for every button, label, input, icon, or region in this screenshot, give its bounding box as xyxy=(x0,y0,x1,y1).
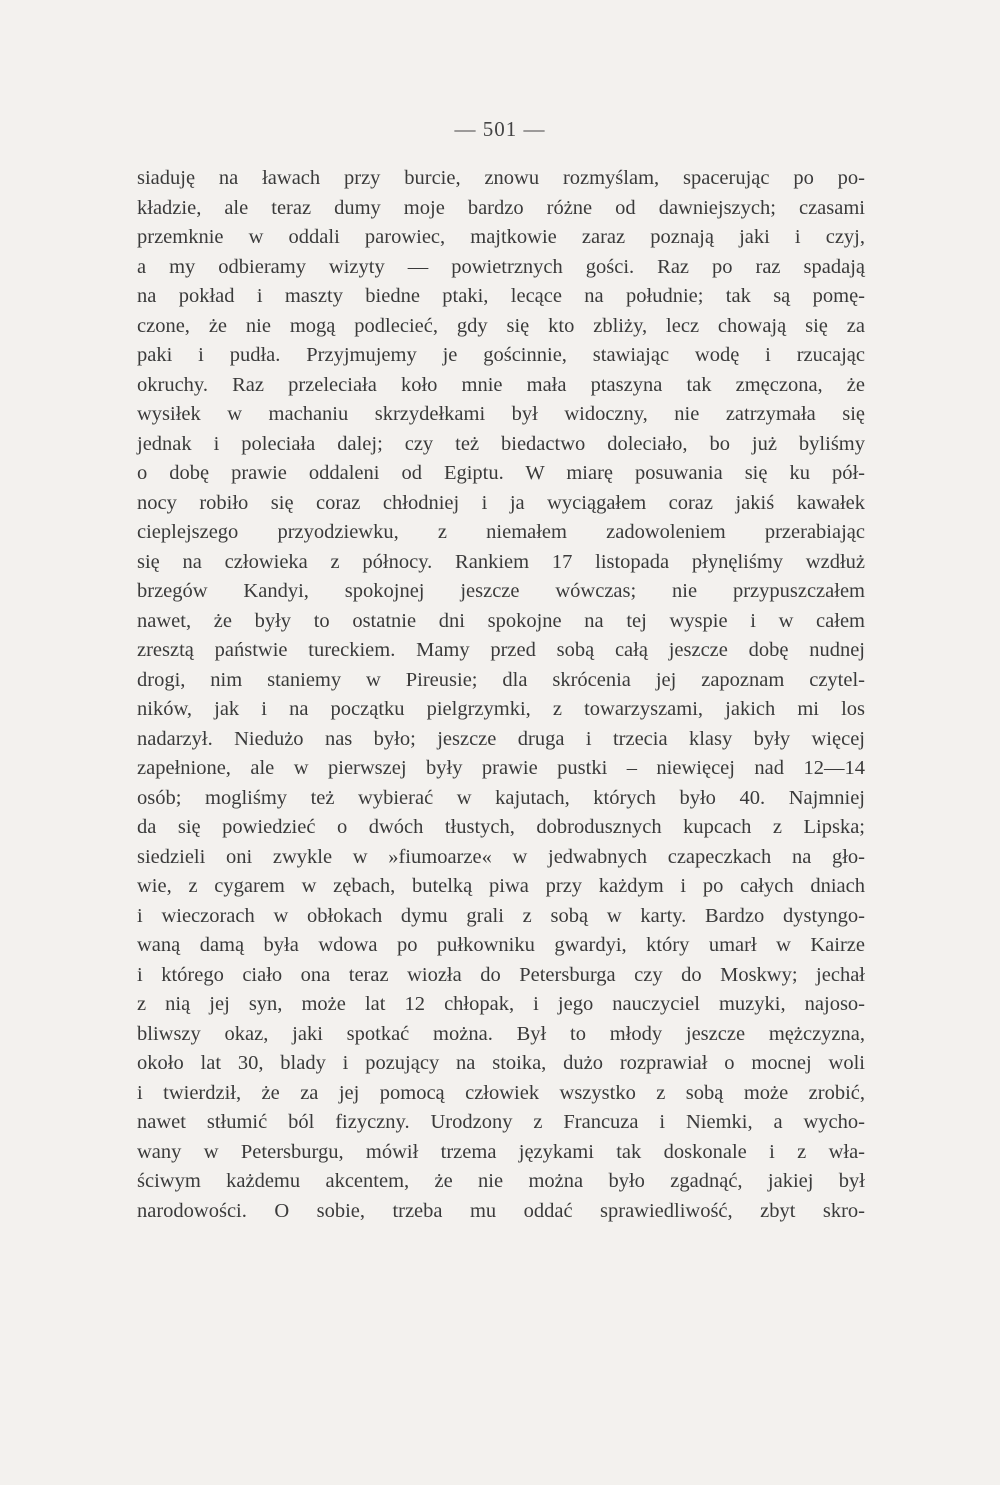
text-line: da się powiedzieć o dwóch tłustych, dobrodusznych kupcach z Lipska; xyxy=(137,816,865,838)
text-line: brzegów Kandyi, spokojnej jeszcze wówczas; nie przypuszczałem xyxy=(137,580,865,602)
text-line: na pokład i maszty biedne ptaki, lecące na południe; tak są pomę- xyxy=(137,285,865,307)
text-line: cieplejszego przyodziewku, z niemałem zadowoleniem przerabiając xyxy=(137,521,865,543)
text-line: czone, że nie mogą podlecieć, gdy się kto zbliży, lecz chowają się za xyxy=(137,314,865,337)
text-line: bliwszy okaz, jaki spotkać można. Był to młody jeszcze mężczyzna, xyxy=(137,1022,865,1045)
text-line: wie, z cygarem w zębach, butelką piwa przy każdym i po całych dniach xyxy=(137,875,865,897)
text-line: z nią jej syn, może lat 12 chłopak, i jego nauczyciel muzyki, najoso- xyxy=(137,993,865,1015)
text-line: osób; mogliśmy też wybierać w kajutach, których było 40. Najmniej xyxy=(137,786,865,809)
text-line: się na człowieka z północy. Rankiem 17 listopada płynęliśmy wzdłuż xyxy=(137,550,865,573)
text-line: wany w Petersburgu, mówił trzema językami tak doskonale i z wła- xyxy=(137,1140,865,1163)
page-number: — 501 — xyxy=(454,117,546,141)
text-line: około lat 30, blady i pozujący na stoika, dużo rozprawiał o mocnej woli xyxy=(137,1052,865,1074)
text-line: kładzie, ale teraz dumy moje bardzo różne od dawniejszych; czasami xyxy=(137,196,865,219)
text-line: nadarzył. Niedużo nas było; jeszcze druga i trzecia klasy były więcej xyxy=(137,727,865,750)
text-line: zresztą państwie tureckiem. Mamy przed sobą całą jeszcze dobę nudnej xyxy=(137,639,865,661)
text-line: waną damą była wdowa po pułkowniku gwardyi, który umarł w Kairze xyxy=(137,934,865,956)
text-line: nawet, że były to ostatnie dni spokojne na tej wyspie i w całem xyxy=(137,609,865,632)
text-line: ściwym każdemu akcentem, że nie można było zgadnąć, jakiej był xyxy=(137,1170,865,1192)
text-line: drogi, nim staniemy w Pireusie; dla skrócenia jej zapoznam czytel- xyxy=(137,668,865,691)
text-line: zapełnione, ale w pierwszej były prawie pustki – niewięcej nad 12—14 xyxy=(137,757,865,779)
text-line: i którego ciało ona teraz wiozła do Petersburga czy do Moskwy; jechał xyxy=(137,963,865,986)
text-line: i twierdził, że za jej pomocą człowiek wszystko z sobą może zrobić, xyxy=(137,1081,865,1104)
text-line: okruchy. Raz przeleciała koło mnie mała ptaszyna tak zmęczona, że xyxy=(137,373,865,396)
text-line: siaduję na ławach przy burcie, znowu rozmyślam, spacerując po po- xyxy=(137,167,865,189)
text-line: narodowości. O sobie, trzeba mu oddać sprawiedliwość, zbyt skro- xyxy=(137,1199,865,1222)
text-line: o dobę prawie oddaleni od Egiptu. W miarę posuwania się ku pół- xyxy=(137,462,865,484)
text-line: ników, jak i na początku pielgrzymki, z towarzyszami, jakich mi los xyxy=(137,698,865,720)
text-line: nawet stłumić ból fizyczny. Urodzony z Francuza i Niemki, a wycho- xyxy=(137,1111,865,1133)
text-line: siedzieli oni zwykle w »fiumoarze« w jedwabnych czapeczkach na gło- xyxy=(137,845,865,868)
text-line: wysiłek w machaniu skrzydełkami był widoczny, nie zatrzymała się xyxy=(137,403,865,425)
body-text xyxy=(137,164,865,1226)
text-line: a my odbieramy wizyty — powietrznych gości. Raz po raz spadają xyxy=(137,255,865,278)
text-line: przemknie w oddali parowiec, majtkowie zaraz poznają jaki i czyj, xyxy=(137,226,865,248)
text-line: nocy robiło się coraz chłodniej i ja wyciągałem coraz jakiś kawałek xyxy=(137,491,865,514)
text-line: paki i pudła. Przyjmujemy je gościnnie, stawiając wodę i rzucając xyxy=(137,344,865,366)
text-line: jednak i poleciała dalej; czy też biedactwo doleciało, bo już byliśmy xyxy=(137,432,865,455)
text-line: i wieczorach w obłokach dymu grali z sobą w karty. Bardzo dystyngo- xyxy=(137,904,865,927)
